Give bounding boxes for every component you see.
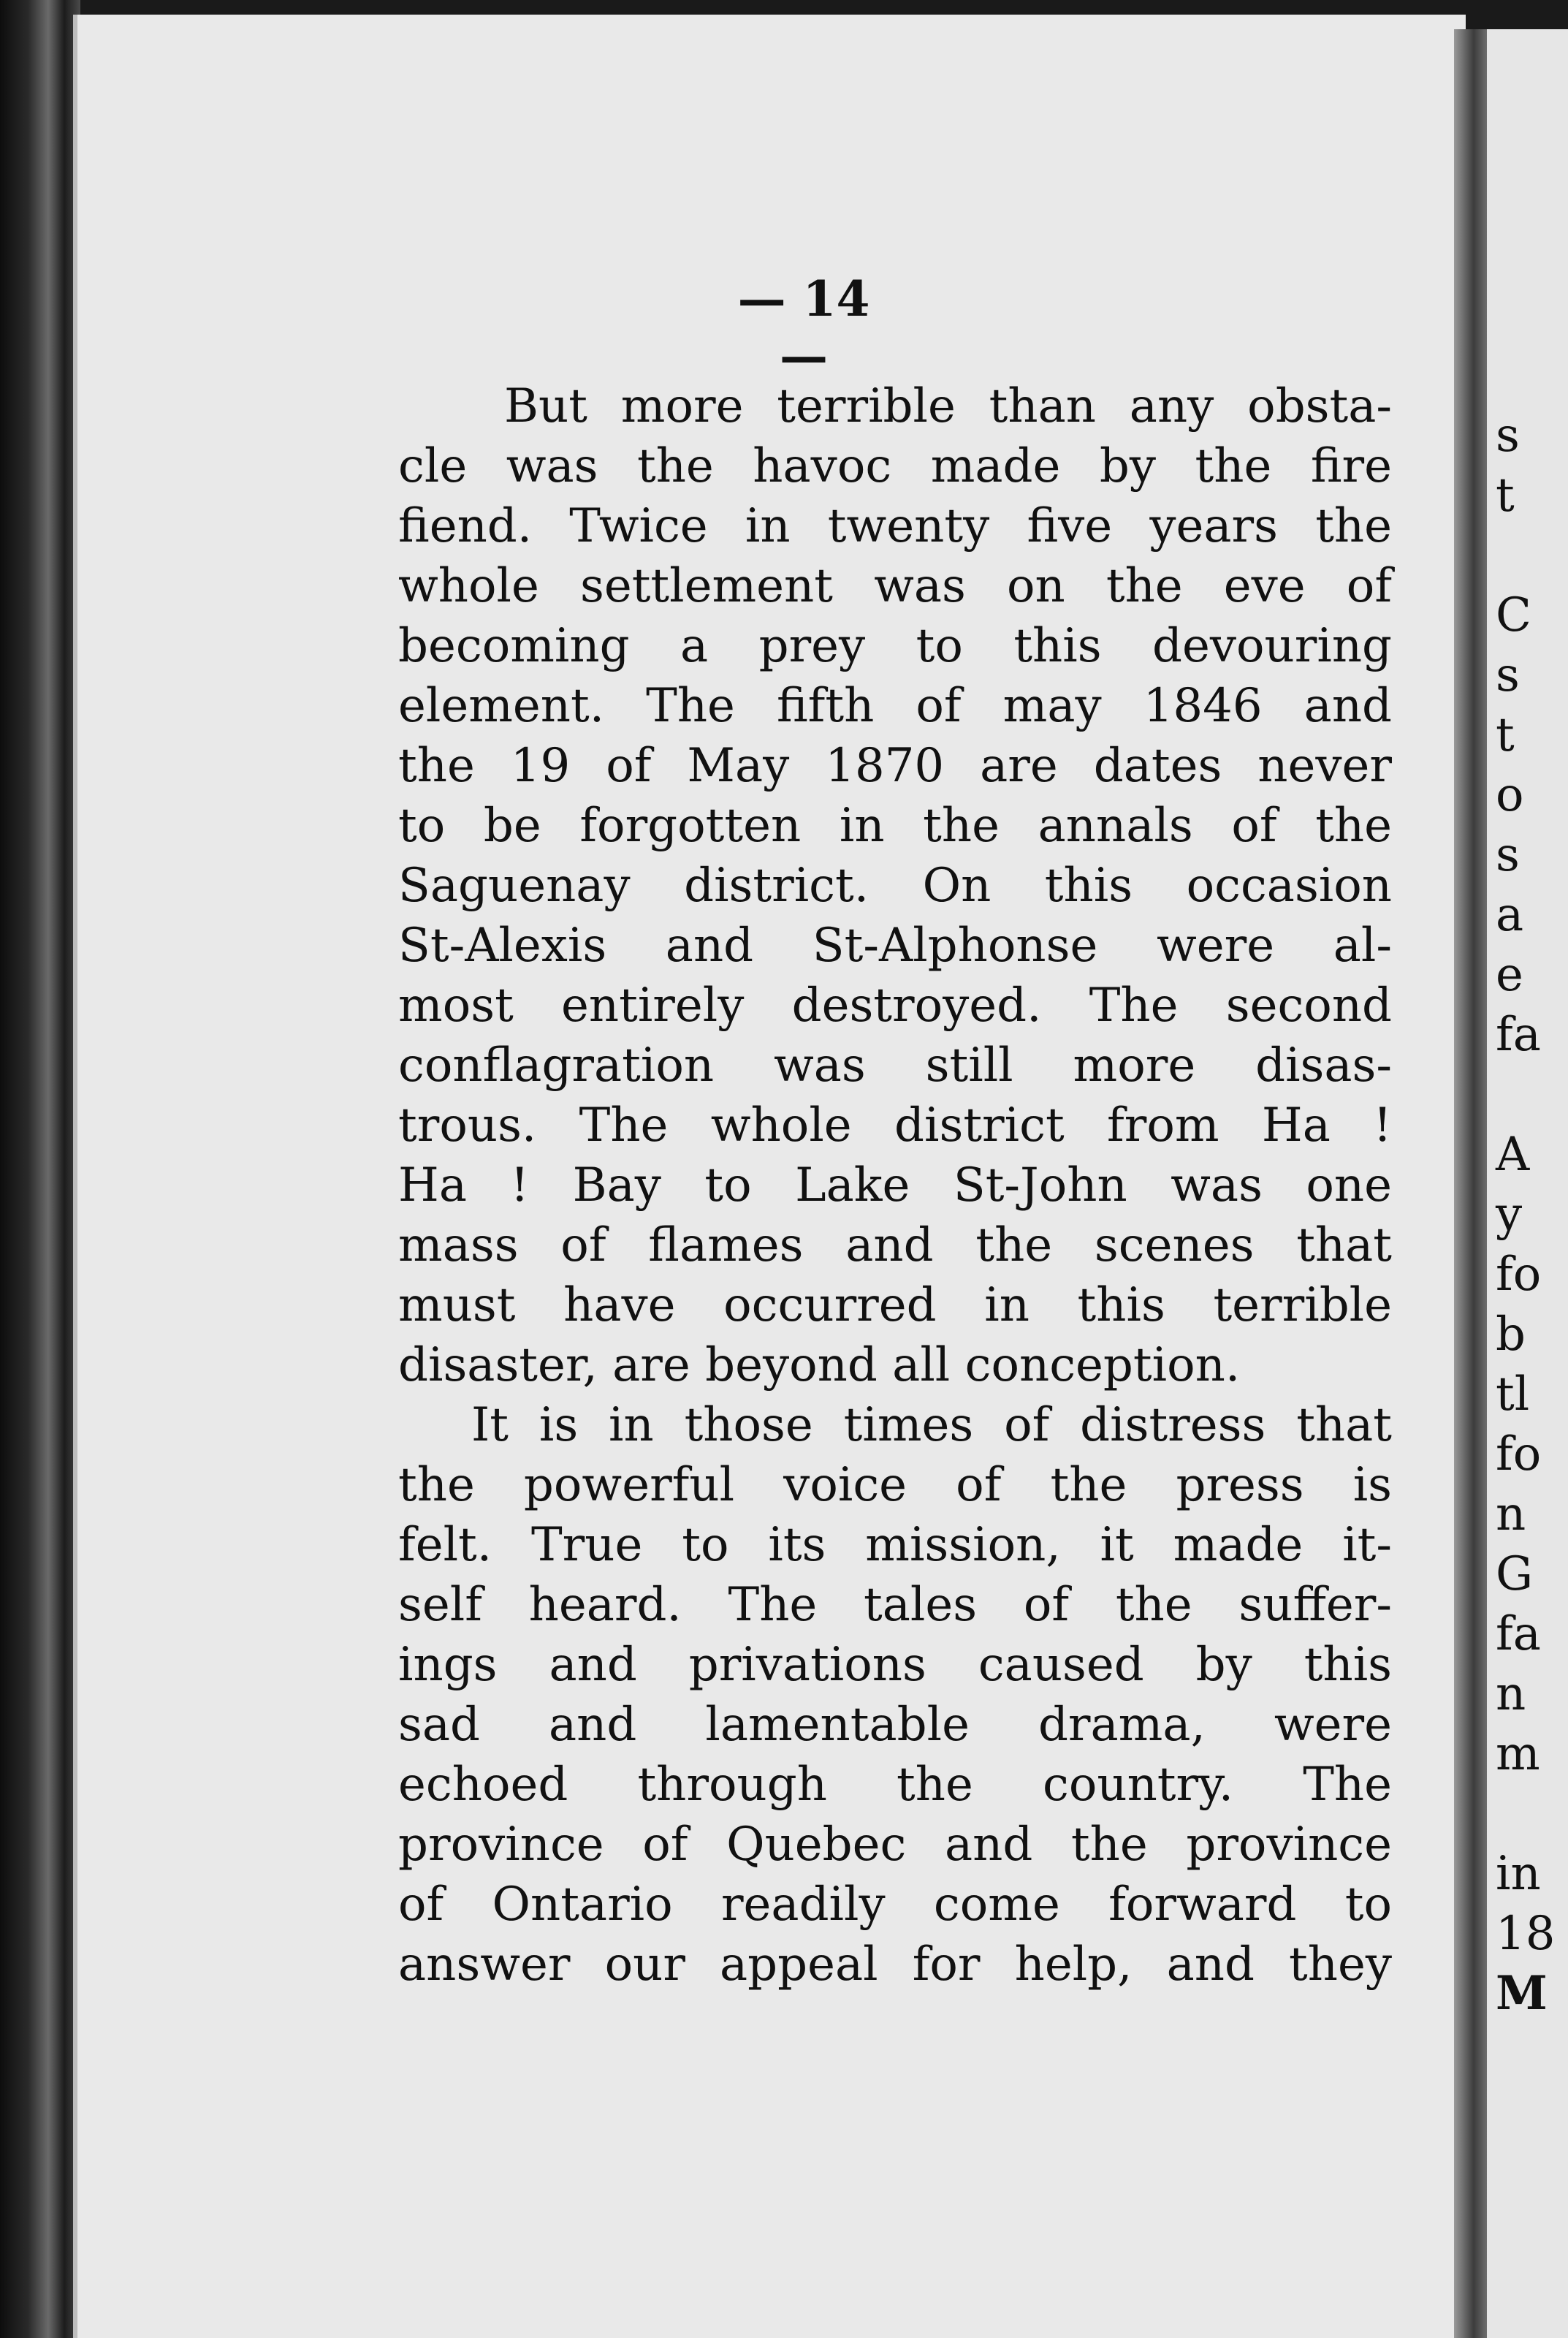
text-line: whole settlement was on the eve of: [398, 559, 1392, 613]
facing-page-fragment: fo: [1496, 1427, 1542, 1481]
text-line: must have occurred in this terrible: [398, 1278, 1392, 1332]
facing-page-fragment: in: [1496, 1847, 1541, 1901]
text-line: becoming a prey to this devouring: [398, 619, 1392, 673]
facing-page-fragment: tl: [1496, 1367, 1530, 1422]
text-line: cle was the havoc made by the fire: [398, 439, 1392, 493]
text-line: Saguenay district. On this occasion: [398, 859, 1392, 913]
facing-page-fragment: 18: [1496, 1907, 1556, 1961]
book-left-edge: [0, 0, 80, 2338]
facing-page-fragment: m: [1496, 1727, 1540, 1781]
facing-page-fragment: e: [1496, 948, 1523, 1002]
text-line: fiend. Twice in twenty five years the: [398, 499, 1392, 553]
facing-page-fragment: o: [1496, 768, 1524, 822]
text-line: St-Alexis and St-Alphonse were al-: [398, 919, 1392, 973]
text-line: the powerful voice of the press is: [398, 1458, 1392, 1512]
facing-page-fragment: t: [1496, 708, 1515, 762]
facing-page-fragment: y: [1496, 1188, 1523, 1242]
text-line: conflagration was still more disas-: [398, 1039, 1392, 1093]
text-line: mass of flames and the scenes that: [398, 1218, 1392, 1272]
facing-page-fragment: fa: [1496, 1008, 1541, 1062]
facing-page-fragment: n: [1496, 1487, 1526, 1541]
facing-page-fragment: a: [1496, 888, 1524, 942]
text-line: province of Quebec and the province: [398, 1818, 1392, 1872]
text-line: of Ontario readily come forward to: [398, 1878, 1392, 1932]
body-text: [398, 376, 1392, 1994]
facing-page-fragment: G: [1496, 1547, 1534, 1601]
facing-page-fragment: s: [1496, 648, 1520, 702]
text-line: sad and lamentable drama, were: [398, 1698, 1392, 1752]
text-line: to be forgotten in the annals of the: [398, 799, 1392, 853]
text-line: Ha ! Bay to Lake St-John was one: [398, 1158, 1392, 1212]
facing-page: [1487, 29, 1568, 2338]
text-line: felt. True to its mission, it made it-: [398, 1518, 1392, 1572]
facing-page-fragment: fa: [1496, 1607, 1541, 1661]
facing-page-fragment: A: [1496, 1128, 1530, 1182]
facing-page-fragment: C: [1496, 588, 1531, 642]
text-line: But more terrible than any obsta-: [504, 379, 1392, 433]
book-gutter: [1454, 29, 1487, 2338]
text-line: element. The fifth of may 1846 and: [398, 679, 1392, 733]
facing-page-fragment: b: [1496, 1307, 1526, 1362]
text-line: self heard. The tales of the suffer-: [398, 1578, 1392, 1632]
facing-page-fragment: M: [1496, 1966, 1548, 2021]
facing-page-fragment: s: [1496, 409, 1520, 463]
facing-page-fragment: t: [1496, 468, 1515, 523]
text-line: echoed through the country. The: [398, 1758, 1392, 1812]
text-line: disaster, are beyond all conception.: [398, 1338, 1241, 1392]
text-line: trous. The whole district from Ha !: [398, 1098, 1392, 1153]
text-line: most entirely destroyed. The second: [398, 979, 1392, 1033]
facing-page-fragment: s: [1496, 828, 1520, 882]
text-line: answer our appeal for help, and they: [398, 1937, 1392, 1992]
text-line: It is in those times of distress that: [471, 1398, 1392, 1452]
facing-page-fragment: n: [1496, 1667, 1526, 1721]
text-line: ings and privations caused by this: [398, 1638, 1392, 1692]
page-number: — 14 —: [737, 270, 870, 384]
text-line: the 19 of May 1870 are dates never: [398, 739, 1392, 793]
facing-page-fragment: fo: [1496, 1248, 1542, 1302]
